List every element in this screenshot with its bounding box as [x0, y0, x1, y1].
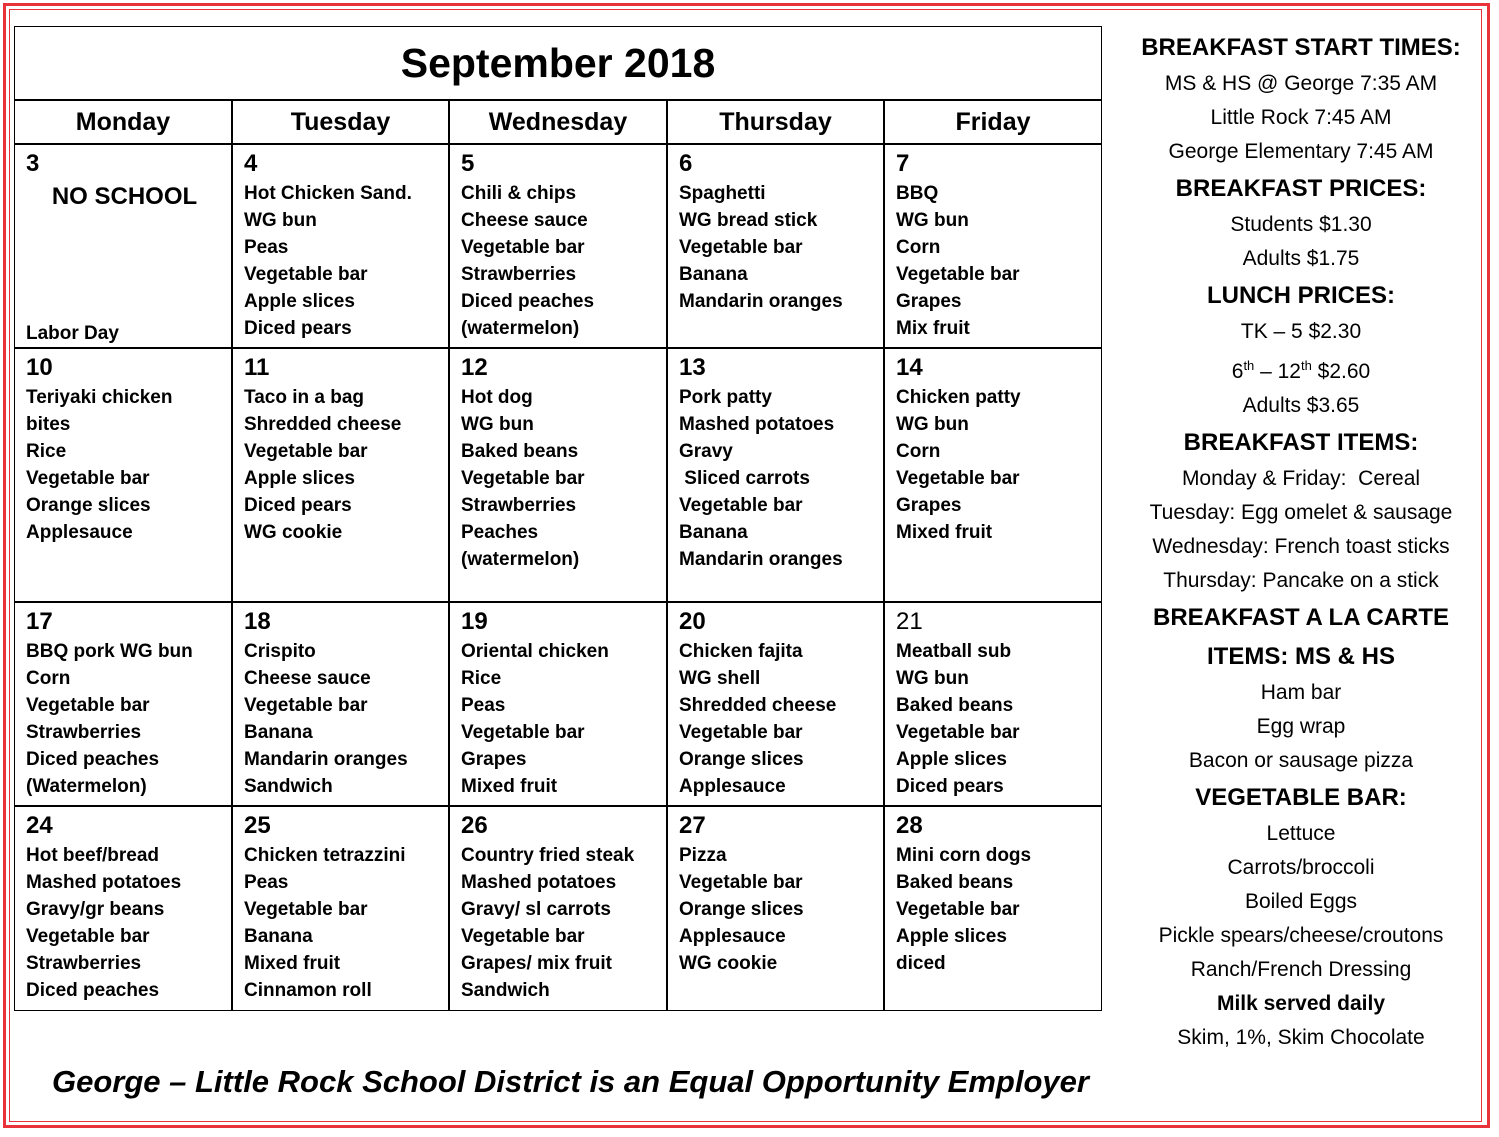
no-school-label: NO SCHOOL: [51, 183, 198, 210]
breakfast-prices-heading: BREAKFAST PRICES:: [1175, 175, 1427, 202]
alacarte-item: Ham bar: [1260, 681, 1342, 704]
menu-item: WG bread stick: [679, 210, 818, 231]
menu-item: Vegetable bar: [896, 722, 1020, 743]
day-cell-7: [884, 144, 1102, 348]
day-number: 21: [896, 608, 923, 635]
menu-item: Rice: [461, 668, 502, 689]
vegetable-bar-item: Lettuce: [1266, 822, 1336, 845]
day-cell-4: [232, 144, 449, 348]
menu-item: Vegetable bar: [244, 264, 368, 285]
menu-item: Taco in a bag: [244, 387, 365, 408]
menu-item: Corn: [26, 668, 71, 689]
day-number: 10: [26, 354, 53, 381]
alacarte-item: Egg wrap: [1256, 715, 1346, 738]
day-cell-11: [232, 348, 449, 602]
menu-item: Meatball sub: [896, 641, 1012, 662]
day-cell-17: [14, 602, 232, 806]
day-cell-21: [884, 602, 1102, 806]
day-cell-25: [232, 806, 449, 1011]
menu-item: Diced pears: [244, 318, 352, 339]
equal-opportunity-footer: George – Little Rock School District is an Equal Opportunity Employer: [52, 1064, 1089, 1099]
menu-item: Strawberries: [461, 495, 577, 516]
day-number: 27: [679, 812, 706, 839]
menu-item: Cheese sauce: [461, 210, 588, 231]
menu-item: Mixed fruit: [896, 522, 993, 543]
menu-item: WG bun: [461, 414, 534, 435]
menu-item: Mixed fruit: [461, 776, 558, 797]
menu-item: Banana: [679, 522, 748, 543]
menu-item: diced: [896, 953, 946, 974]
day-number: 4: [244, 150, 258, 177]
day-cell-28: [884, 806, 1102, 1011]
menu-item: Applesauce: [26, 522, 133, 543]
day-number: 19: [461, 608, 488, 635]
weekday-header-thursday: Thursday: [667, 100, 884, 144]
menu-item: Applesauce: [679, 776, 786, 797]
menu-item: Corn: [896, 237, 941, 258]
menu-item: Mix fruit: [896, 318, 970, 339]
menu-item: Baked beans: [896, 695, 1014, 716]
menu-item: Shredded cheese: [244, 414, 402, 435]
day-number: 28: [896, 812, 923, 839]
breakfast-price-students: Students $1.30: [1230, 213, 1372, 236]
menu-item: Cheese sauce: [244, 668, 371, 689]
menu-item: WG cookie: [679, 953, 778, 974]
day-number: 7: [896, 150, 910, 177]
breakfast-times-heading: BREAKFAST START TIMES:: [1141, 34, 1461, 61]
sidebar-info: [1118, 28, 1484, 1055]
menu-item: Vegetable bar: [896, 899, 1020, 920]
menu-item: Peas: [244, 872, 289, 893]
milk-types: Skim, 1%, Skim Chocolate: [1177, 1026, 1425, 1049]
menu-item: Grapes: [896, 495, 962, 516]
menu-item: Vegetable bar: [679, 237, 803, 258]
menu-item: Vegetable bar: [679, 722, 803, 743]
menu-item: WG bun: [896, 210, 969, 231]
breakfast-time-ms-hs: MS & HS @ George 7:35 AM: [1164, 72, 1438, 95]
menu-item: Sandwich: [461, 980, 550, 1001]
menu-item: Mandarin oranges: [679, 549, 843, 570]
menu-item: Oriental chicken: [461, 641, 609, 662]
menu-item: Banana: [679, 264, 748, 285]
menu-item: Apple slices: [244, 468, 355, 489]
day-number: 6: [679, 150, 693, 177]
weekday-header-tuesday: Tuesday: [232, 100, 449, 144]
alacarte-heading-line1: BREAKFAST A LA CARTE: [1153, 604, 1449, 631]
menu-item: Chicken fajita: [679, 641, 803, 662]
menu-item: Vegetable bar: [896, 468, 1020, 489]
menu-item: Vegetable bar: [461, 237, 585, 258]
lunch-price-tk5: TK – 5 $2.30: [1240, 320, 1362, 343]
day-number: 5: [461, 150, 475, 177]
day-cell-13: [667, 348, 884, 602]
day-number: 24: [26, 812, 53, 839]
menu-item: Mini corn dogs: [896, 845, 1032, 866]
menu-item: Pizza: [679, 845, 727, 866]
menu-item: Baked beans: [461, 441, 579, 462]
menu-item: Spaghetti: [679, 183, 766, 204]
breakfast-item-tue: Tuesday: Egg omelet & sausage: [1149, 501, 1453, 524]
menu-item: Gravy: [679, 441, 733, 462]
menu-item: Apple slices: [244, 291, 355, 312]
calendar-title: September 2018: [14, 26, 1102, 100]
day-cell-6: [667, 144, 884, 348]
menu-item: WG bun: [244, 210, 317, 231]
day-number: 20: [679, 608, 706, 635]
day-number: 25: [244, 812, 271, 839]
menu-item: Country fried steak: [461, 845, 635, 866]
menu-item: Apple slices: [896, 926, 1007, 947]
menu-item: Orange slices: [26, 495, 151, 516]
menu-item: WG shell: [679, 668, 761, 689]
breakfast-item-wed: Wednesday: French toast sticks: [1152, 535, 1450, 558]
menu-item: Chicken tetrazzini: [244, 845, 406, 866]
day-number: 13: [679, 354, 706, 381]
menu-item: Mixed fruit: [244, 953, 341, 974]
menu-item: Peas: [461, 695, 506, 716]
menu-item: Vegetable bar: [896, 264, 1020, 285]
menu-item: (Watermelon): [26, 776, 147, 797]
menu-item: Banana: [244, 926, 313, 947]
menu-item: Chili & chips: [461, 183, 577, 204]
lunch-price-adults: Adults $3.65: [1242, 394, 1360, 417]
menu-item: Sandwich: [244, 776, 333, 797]
menu-item: Cinnamon roll: [244, 980, 372, 1001]
milk-heading: Milk served daily: [1216, 992, 1386, 1015]
menu-item: (watermelon): [461, 318, 580, 339]
day-cell-12: [449, 348, 667, 602]
day-cell-18: [232, 602, 449, 806]
menu-item: Baked beans: [896, 872, 1014, 893]
holiday-note: Labor Day: [26, 323, 119, 344]
menu-item: Strawberries: [26, 722, 142, 743]
day-number: 12: [461, 354, 488, 381]
menu-item: Orange slices: [679, 749, 804, 770]
weekday-header-friday: Friday: [884, 100, 1102, 144]
menu-item: Chicken patty: [896, 387, 1021, 408]
lunch-price-6-12: 6th – 12th $2.60: [1231, 358, 1371, 383]
breakfast-time-little-rock: Little Rock 7:45 AM: [1210, 106, 1392, 129]
menu-item: Vegetable bar: [461, 468, 585, 489]
menu-item: Grapes/ mix fruit: [461, 953, 612, 974]
vegetable-bar-item: Ranch/French Dressing: [1190, 958, 1412, 981]
breakfast-time-george-elementary: George Elementary 7:45 AM: [1168, 140, 1434, 163]
weekday-header-monday: Monday: [14, 100, 232, 144]
alacarte-item: Bacon or sausage pizza: [1188, 749, 1414, 772]
menu-item: Diced peaches: [26, 980, 160, 1001]
vegetable-bar-item: Boiled Eggs: [1244, 890, 1358, 913]
breakfast-item-thu: Thursday: Pancake on a stick: [1163, 569, 1439, 592]
menu-item: Vegetable bar: [244, 441, 368, 462]
menu-item: Mashed potatoes: [26, 872, 182, 893]
menu-item: Hot dog: [461, 387, 533, 408]
day-cell-20: [667, 602, 884, 806]
day-cell-3: [14, 144, 232, 348]
menu-item: Sliced carrots: [679, 468, 810, 489]
menu-item: Gravy/ sl carrots: [461, 899, 611, 920]
menu-item: Mashed potatoes: [679, 414, 835, 435]
menu-item: Vegetable bar: [679, 872, 803, 893]
day-number: 3: [26, 150, 40, 177]
day-number: 17: [26, 608, 53, 635]
menu-item: Vegetable bar: [461, 926, 585, 947]
menu-item: WG cookie: [244, 522, 343, 543]
menu-item: BBQ: [896, 183, 939, 204]
day-cell-19: [449, 602, 667, 806]
menu-item: Crispito: [244, 641, 316, 662]
menu-item: Hot Chicken Sand.: [244, 183, 412, 204]
menu-item: Gravy/gr beans: [26, 899, 165, 920]
menu-item: (watermelon): [461, 549, 580, 570]
menu-item: Vegetable bar: [26, 468, 150, 489]
menu-item: Banana: [244, 722, 313, 743]
menu-item: BBQ pork WG bun: [26, 641, 193, 662]
weekday-header-wednesday: Wednesday: [449, 100, 667, 144]
menu-item: Teriyaki chicken: [26, 387, 173, 408]
menu-item: WG bun: [896, 414, 969, 435]
menu-item: Apple slices: [896, 749, 1007, 770]
menu-item: Strawberries: [26, 953, 142, 974]
menu-item: Hot beef/bread: [26, 845, 160, 866]
menu-item: Diced peaches: [461, 291, 595, 312]
day-cell-5: [449, 144, 667, 348]
menu-item: bites: [26, 414, 71, 435]
menu-item: Grapes: [461, 749, 527, 770]
alacarte-heading-line2: ITEMS: MS & HS: [1206, 643, 1395, 670]
day-number: 14: [896, 354, 923, 381]
menu-item: Vegetable bar: [461, 722, 585, 743]
day-cell-26: [449, 806, 667, 1011]
menu-item: Mandarin oranges: [244, 749, 408, 770]
vegetable-bar-item: Carrots/broccoli: [1227, 856, 1375, 879]
menu-item: Peaches: [461, 522, 539, 543]
menu-item: Rice: [26, 441, 67, 462]
day-cell-14: [884, 348, 1102, 602]
day-cell-10: [14, 348, 232, 602]
menu-item: Vegetable bar: [26, 695, 150, 716]
day-cell-27: [667, 806, 884, 1011]
menu-item: Vegetable bar: [679, 495, 803, 516]
menu-item: Mashed potatoes: [461, 872, 617, 893]
menu-item: Diced pears: [244, 495, 352, 516]
vegetable-bar-heading: VEGETABLE BAR:: [1195, 784, 1407, 811]
menu-item: Strawberries: [461, 264, 577, 285]
day-number: 11: [244, 354, 270, 381]
menu-item: WG bun: [896, 668, 969, 689]
menu-item: Corn: [896, 441, 941, 462]
menu-item: Shredded cheese: [679, 695, 837, 716]
lunch-prices-heading: LUNCH PRICES:: [1206, 282, 1395, 309]
breakfast-item-mon-fri: Monday & Friday: Cereal: [1181, 467, 1421, 490]
day-number: 26: [461, 812, 488, 839]
breakfast-price-adults: Adults $1.75: [1242, 247, 1360, 270]
menu-item: Applesauce: [679, 926, 786, 947]
day-cell-24: [14, 806, 232, 1011]
breakfast-items-heading: BREAKFAST ITEMS:: [1183, 429, 1419, 456]
menu-item: Grapes: [896, 291, 962, 312]
day-number: 18: [244, 608, 271, 635]
menu-item: Vegetable bar: [244, 695, 368, 716]
menu-item: Mandarin oranges: [679, 291, 843, 312]
menu-item: Vegetable bar: [244, 899, 368, 920]
menu-item: Diced pears: [896, 776, 1004, 797]
menu-item: Pork patty: [679, 387, 772, 408]
menu-item: Vegetable bar: [26, 926, 150, 947]
vegetable-bar-item: Pickle spears/cheese/croutons: [1158, 924, 1444, 947]
menu-item: Diced peaches: [26, 749, 160, 770]
menu-item: Orange slices: [679, 899, 804, 920]
menu-item: Peas: [244, 237, 289, 258]
